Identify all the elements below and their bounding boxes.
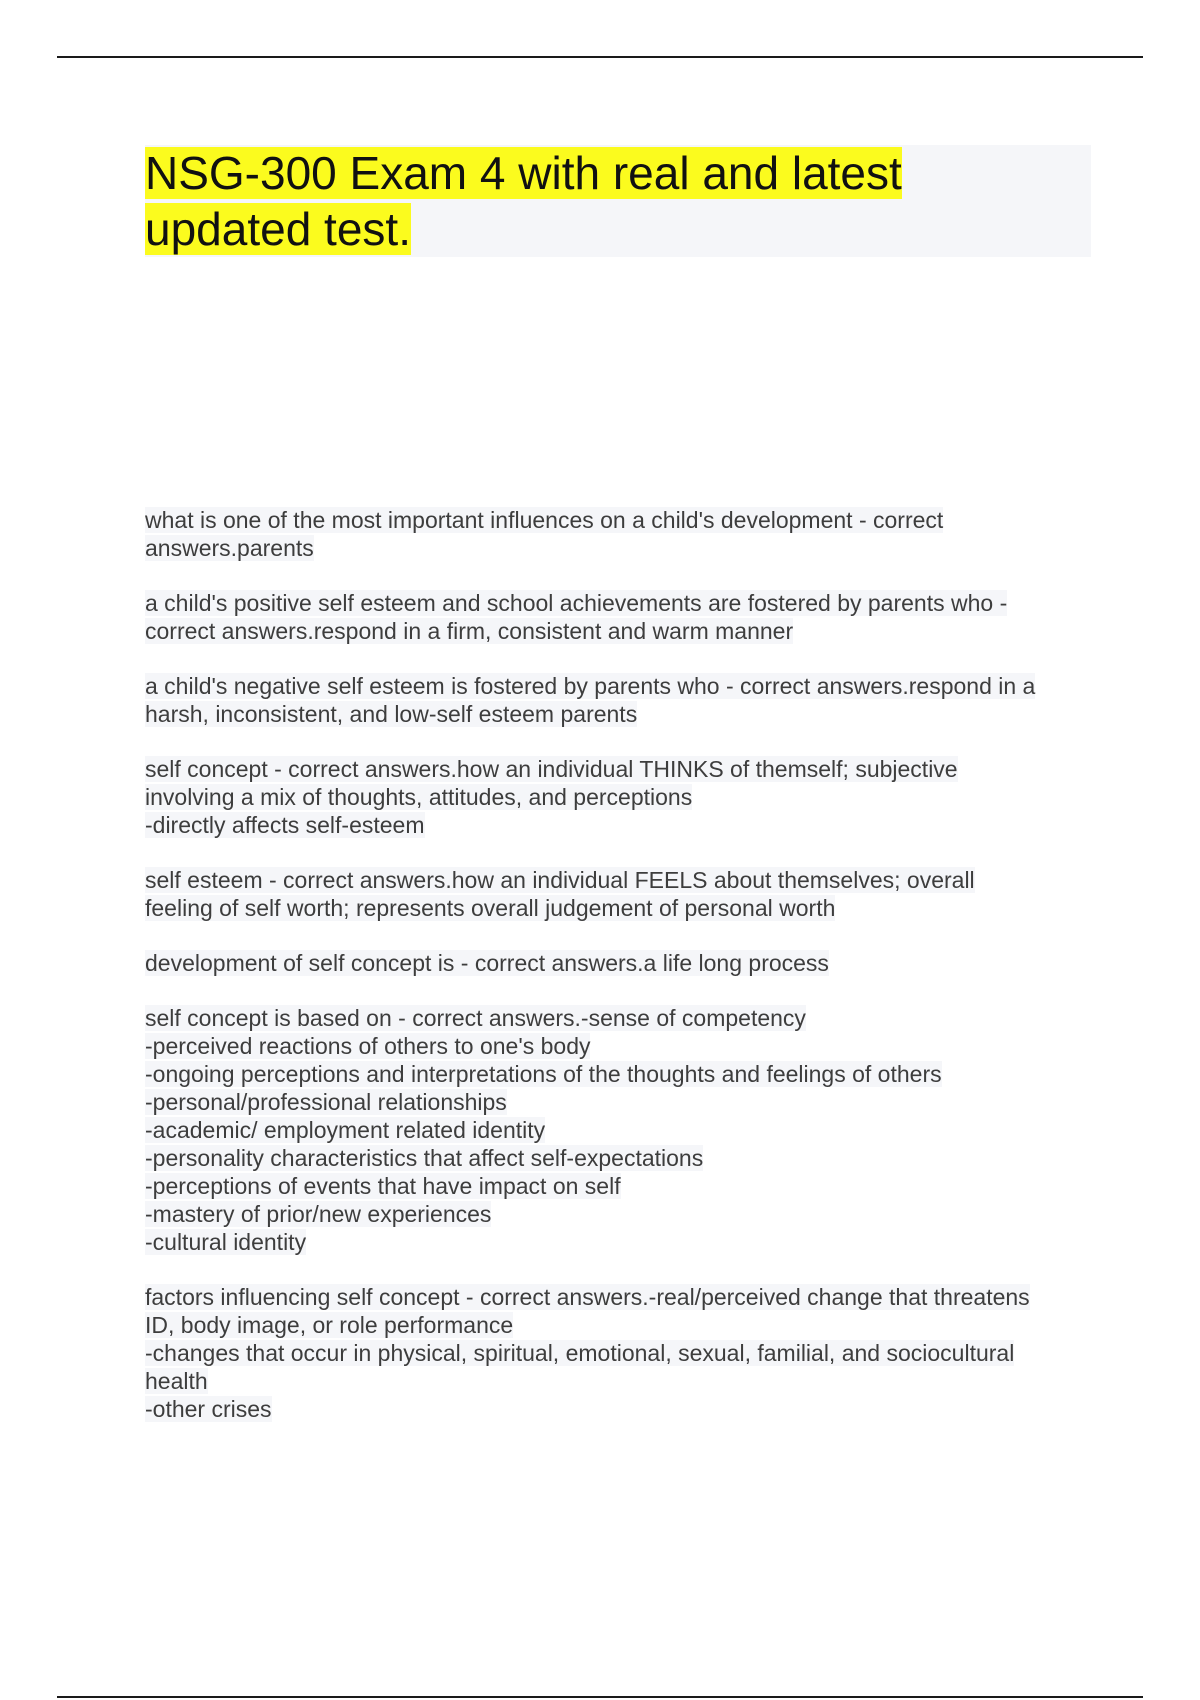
qa-line-text: harsh, inconsistent, and low-self esteem parents (145, 701, 638, 727)
qa-line (145, 589, 1105, 617)
qa-line-text: -changes that occur in physical, spiritual, emotional, sexual, familial, and sociocultural (145, 1340, 1015, 1366)
qa-line (145, 1200, 1105, 1228)
qa-entry (145, 672, 1105, 728)
title-block (145, 145, 1091, 257)
qa-line-text: correct answers.respond in a firm, consistent and warm manner (145, 618, 794, 644)
qa-entry (145, 1283, 1105, 1423)
qa-line (145, 506, 1105, 534)
qa-line (145, 811, 1105, 839)
qa-line (145, 1088, 1105, 1116)
qa-line-text: self concept is based on - correct answers.-sense of competency (145, 1005, 806, 1031)
qa-line-text: -perceived reactions of others to one's body (145, 1033, 591, 1059)
qa-line (145, 534, 1105, 562)
qa-line-text: -perceptions of events that have impact on self (145, 1173, 621, 1199)
qa-line (145, 1283, 1105, 1311)
qa-line-text: a child's negative self esteem is fostered by parents who - correct answers.respond in a (145, 673, 1036, 699)
qa-line-text: health (145, 1368, 208, 1394)
qa-line (145, 1116, 1105, 1144)
qa-line (145, 1004, 1105, 1032)
qa-line (145, 617, 1105, 645)
document-title (145, 145, 965, 257)
bottom-rule (57, 1696, 1143, 1698)
qa-line-text: ID, body image, or role performance (145, 1312, 514, 1338)
qa-line-text: self concept - correct answers.how an individual THINKS of themself; subjective (145, 756, 958, 782)
qa-line-text: a child's positive self esteem and school achievements are fostered by parents who - (145, 590, 1008, 616)
qa-entry (145, 949, 1105, 977)
qa-entry (145, 589, 1105, 645)
qa-line-text: feeling of self worth; represents overall judgement of personal worth (145, 895, 836, 921)
qa-line (145, 700, 1105, 728)
qa-line-text: -ongoing perceptions and interpretations of the thoughts and feelings of others (145, 1061, 942, 1087)
qa-line (145, 783, 1105, 811)
title-line-1: NSG-300 Exam 4 with real and latest (145, 147, 902, 199)
qa-line (145, 1172, 1105, 1200)
qa-line-text: involving a mix of thoughts, attitudes, and perceptions (145, 784, 693, 810)
qa-line-text: factors influencing self concept - correct answers.-real/perceived change that threatens (145, 1284, 1030, 1310)
qa-line-text: -personality characteristics that affect self-expectations (145, 1145, 704, 1171)
qa-line (145, 672, 1105, 700)
qa-line (145, 1228, 1105, 1256)
qa-line-text: -directly affects self-esteem (145, 812, 425, 838)
qa-line-text: -cultural identity (145, 1229, 307, 1255)
qa-list (145, 506, 1105, 1450)
qa-entry (145, 1004, 1105, 1256)
qa-line-text: -other crises (145, 1396, 272, 1422)
qa-line (145, 1144, 1105, 1172)
qa-line (145, 1311, 1105, 1339)
qa-entry (145, 506, 1105, 562)
qa-line-text: -personal/professional relationships (145, 1089, 507, 1115)
qa-entry (145, 755, 1105, 839)
qa-line (145, 866, 1105, 894)
qa-line-text: what is one of the most important influences on a child's development - correct (145, 507, 944, 533)
qa-line (145, 1367, 1105, 1395)
qa-line (145, 755, 1105, 783)
qa-line (145, 1032, 1105, 1060)
qa-line (145, 949, 1105, 977)
qa-line (145, 1339, 1105, 1367)
qa-line-text: development of self concept is - correct answers.a life long process (145, 950, 829, 976)
qa-line-text: answers.parents (145, 535, 314, 561)
qa-line-text: self esteem - correct answers.how an individual FEELS about themselves; overall (145, 867, 975, 893)
qa-line (145, 1060, 1105, 1088)
qa-entry (145, 866, 1105, 922)
qa-line (145, 1395, 1105, 1423)
top-rule (57, 56, 1143, 58)
title-line-2: updated test. (145, 203, 411, 255)
qa-line-text: -mastery of prior/new experiences (145, 1201, 492, 1227)
qa-line (145, 894, 1105, 922)
qa-line-text: -academic/ employment related identity (145, 1117, 546, 1143)
